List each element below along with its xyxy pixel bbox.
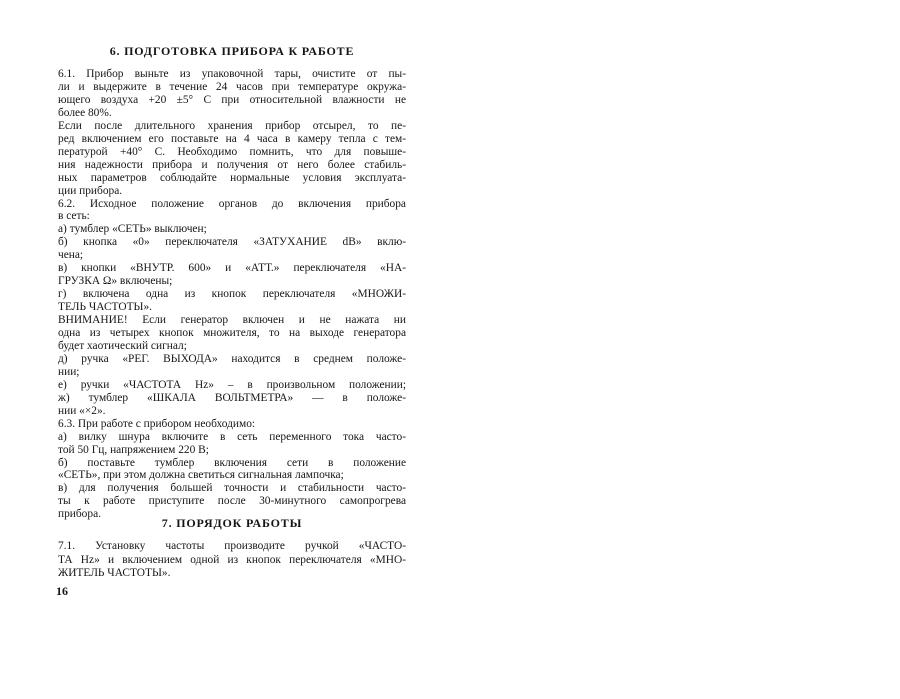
text-line: в сеть:	[58, 210, 90, 223]
text-line: ных параметров соблюдайте нормальные условия эксплуата-	[58, 171, 406, 184]
text-line: е) ручки «ЧАСТОТА Hz» – в произвольном положении;	[58, 378, 406, 391]
text-line: б) кнопка «0» переключателя «ЗАТУХАНИЕ dB» вклю-	[58, 236, 406, 249]
text-line: ж) тумблер «ШКАЛА ВОЛЬТМЕТРА» — в положе-	[58, 391, 406, 404]
text-line: нии;	[58, 365, 80, 378]
text-line: пературой +40° С. Необходимо помнить, что для повыше-	[58, 145, 406, 158]
page-number: 16	[56, 584, 68, 598]
text-line: ты к работе приступите после 30-минутного самопрогрева	[58, 495, 406, 508]
text-line: ющего воздуха +20 ±5° С при относительной влажности не	[58, 93, 406, 106]
text-line: а) вилку шнура включите в сеть переменного тока часто-	[58, 430, 406, 443]
text-line: в) для получения большей точности и стабильности часто-	[58, 482, 406, 495]
text-line: чена;	[58, 249, 84, 262]
text-line: в) кнопки «ВНУТР. 600» и «АТТ.» переключателя «НА-	[58, 262, 406, 275]
section-6-heading: 6. ПОДГОТОВКА ПРИБОРА К РАБОТЕ	[109, 44, 355, 58]
text-line: той 50 Гц, напряжением 220 В;	[58, 443, 209, 456]
text-line: б) поставьте тумблер включения сети в положение	[58, 456, 406, 469]
text-line: будет хаотический сигнал;	[58, 339, 187, 352]
text-line: г) включена одна из кнопок переключателя «МНОЖИ-	[58, 288, 406, 301]
text-line: ции прибора.	[58, 184, 123, 197]
text-line: ли и выдержите в течение 24 часов при температуре окружа-	[58, 80, 406, 93]
text-line: одна из четырех кнопок множителя, то на выходе генератора	[58, 327, 406, 339]
text-line: д) ручка «РЕГ. ВЫХОДА» находится в среднем положе-	[58, 352, 406, 365]
text-line: ния надежности прибора и получения от него более стабиль-	[58, 158, 406, 171]
text-line: ГРУЗКА Ω» включены;	[58, 275, 173, 288]
text-line: 6.3. При работе с прибором необходимо:	[58, 417, 256, 430]
text-line: 6.1. Прибор выньте из упаковочной тары, очистите от пы-	[58, 68, 406, 80]
text-line: Если после длительного хранения прибор отсырел, то пе-	[58, 119, 406, 132]
text-line: прибора.	[58, 508, 101, 521]
text-line: «СЕТЬ», при этом должна светиться сигнальная лампочка;	[58, 469, 344, 482]
text-line: ред включением его поставьте на 4 часа в камеру тепла с тем-	[58, 132, 406, 145]
text-line: 6.2. Исходное положение органов до включения прибора	[58, 197, 406, 210]
text-line: ЖИТЕЛЬ ЧАСТОТЫ».	[58, 567, 171, 579]
text-line: а) тумблер «СЕТЬ» выключен;	[58, 223, 207, 236]
text-line: нии «×2».	[58, 404, 106, 417]
text-line: более 80%.	[58, 106, 112, 119]
text-line: 7.1. Установку частоты производите ручкой «ЧАСТО-	[58, 540, 406, 552]
text-line: ТА Hz» и включением одной из кнопок переключателя «МНО-	[58, 553, 406, 566]
text-line: ТЕЛЬ ЧАСТОТЫ».	[58, 301, 153, 314]
text-line: ВНИМАНИЕ! Если генератор включен и не нажата ни	[58, 314, 406, 327]
section-7-heading: 7. ПОРЯДОК РАБОТЫ	[161, 516, 303, 530]
